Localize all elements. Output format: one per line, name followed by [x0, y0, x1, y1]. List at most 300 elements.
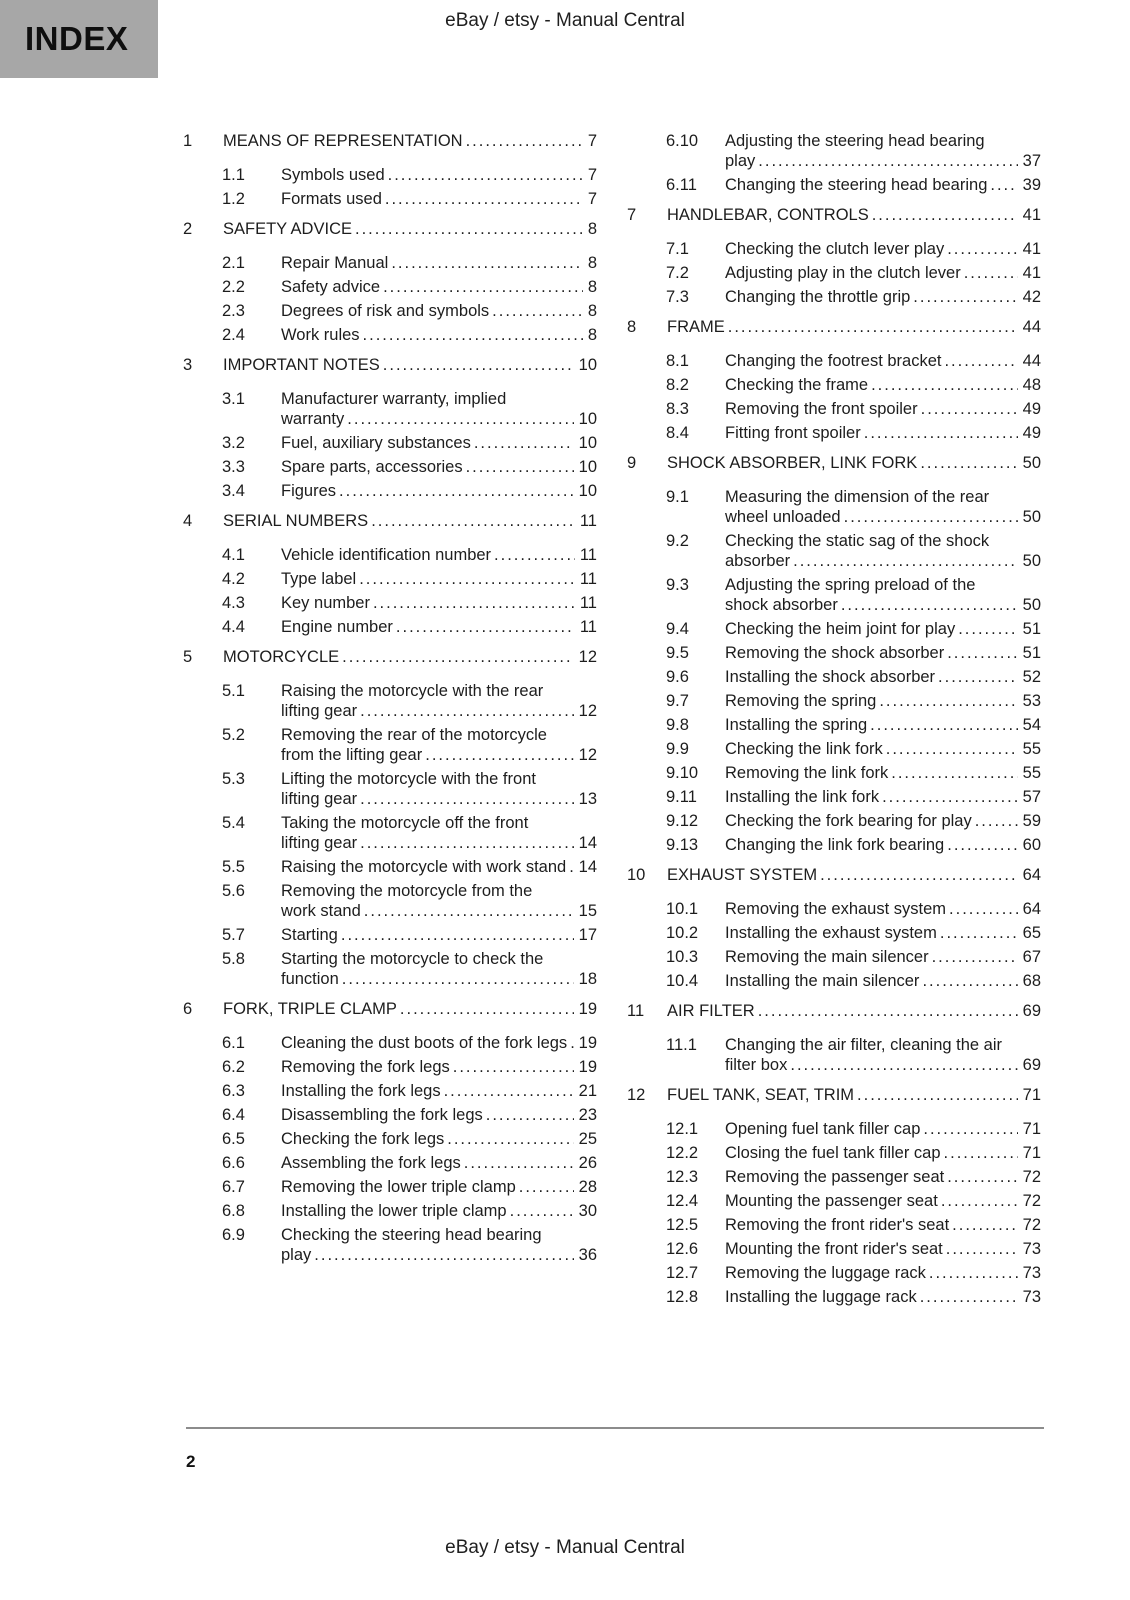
toc-entry: [222, 1081, 597, 1101]
toc-entry: [222, 1057, 597, 1077]
toc-entry-title: Installing the exhaust system: [725, 924, 937, 942]
toc-entry: [222, 925, 597, 945]
toc-entry-page: 37: [1018, 151, 1041, 171]
toc-entry-title: Cleaning the dust boots of the fork legs: [281, 1034, 568, 1052]
toc-entry-title: Fitting front spoiler: [725, 424, 861, 442]
toc-entry-number: 9.6: [666, 668, 689, 686]
toc-entry-number: 10.3: [666, 948, 699, 966]
toc-chapter-number: 1: [183, 132, 193, 150]
toc-chapter: [627, 317, 1041, 337]
toc-entry-body: [281, 925, 597, 945]
toc-entry-title: Spare parts, accessories: [281, 458, 463, 476]
toc-entry-body: [725, 131, 1041, 171]
toc-entry-page: 30: [574, 1201, 597, 1221]
toc-entry-number: 3.4: [222, 482, 245, 500]
toc-chapter-body: [223, 131, 597, 151]
toc-entry-body: [725, 971, 1041, 991]
toc-entry-body: [281, 1201, 597, 1221]
toc-entry: [222, 593, 597, 613]
toc-entry-page: 73: [1018, 1263, 1041, 1283]
toc-entry-body: [281, 1153, 597, 1173]
toc-chapter-page: 64: [1018, 865, 1041, 885]
toc-entry-number: 8.4: [666, 424, 689, 442]
toc-entry-title: Removing the shock absorber: [725, 644, 945, 662]
toc-entry-number: 7.3: [666, 288, 689, 306]
page-number: 2: [186, 1452, 196, 1471]
toc-entry: [222, 1153, 597, 1173]
toc-entry-title: Installing the shock absorber: [725, 668, 936, 686]
footer-divider: [186, 1427, 1044, 1429]
toc-entry-title: Starting the motorcycle to check the function: [281, 950, 544, 988]
toc-entry: [666, 715, 1041, 735]
toc-chapter-title: HANDLEBAR, CONTROLS: [667, 206, 869, 224]
toc-chapter-page: 7: [583, 131, 597, 151]
toc-entry-number: 9.13: [666, 836, 699, 854]
toc-chapter-page: 50: [1018, 453, 1041, 473]
toc-entry-body: [725, 787, 1041, 807]
toc-entry-title: Installing the luggage rack: [725, 1288, 917, 1306]
toc-entry-page: 14: [574, 857, 597, 877]
toc-entry-page: 49: [1018, 399, 1041, 419]
toc-entry-page: 69: [1018, 1055, 1041, 1075]
toc-entry-number: 8.3: [666, 400, 689, 418]
index-label: INDEX: [25, 20, 129, 57]
toc-entry-page: 39: [1018, 175, 1041, 195]
toc-entry-title: Mounting the front rider's seat: [725, 1240, 943, 1258]
toc-entry-number: 6.1: [222, 1034, 245, 1052]
toc-entry: [666, 175, 1041, 195]
toc-entry: [666, 739, 1041, 759]
toc-entry-title: Fuel, auxiliary substances: [281, 434, 471, 452]
toc-chapter-page: 12: [574, 647, 597, 667]
toc-entry: [222, 325, 597, 345]
toc-entry-number: 9.10: [666, 764, 699, 782]
toc-entry-body: [281, 457, 597, 477]
toc-chapter-page: 10: [574, 355, 597, 375]
toc-entry-body: [725, 263, 1041, 283]
toc-chapter-body: [667, 1001, 1041, 1021]
toc-entry-number: 4.1: [222, 546, 245, 564]
toc-entry: [666, 239, 1041, 259]
toc-chapter-number: 6: [183, 1000, 193, 1018]
toc-entry-title: Removing the luggage rack: [725, 1264, 926, 1282]
toc-entry-page: 41: [1018, 239, 1041, 259]
toc-entry: [666, 1143, 1041, 1163]
toc-entry: [666, 1239, 1041, 1259]
toc-entry-title: Changing the link fork bearing: [725, 836, 945, 854]
toc-entry-page: 55: [1018, 763, 1041, 783]
toc-entry: [222, 857, 597, 877]
toc-chapter-title: MOTORCYCLE: [223, 648, 340, 666]
toc-entry: [666, 691, 1041, 711]
toc-chapter-page: 19: [574, 999, 597, 1019]
toc-entry-title: Closing the fuel tank filler cap: [725, 1144, 941, 1162]
toc-entry-title: Changing the footrest bracket: [725, 352, 942, 370]
toc-entry-number: 8.1: [666, 352, 689, 370]
toc-chapter-number: 10: [627, 866, 646, 884]
toc-entry-number: 5.4: [222, 814, 245, 832]
toc-entry-page: 54: [1018, 715, 1041, 735]
toc-entry-page: 11: [575, 593, 597, 613]
toc-entry-title: Removing the front rider's seat: [725, 1216, 950, 1234]
toc-entry-page: 28: [574, 1177, 597, 1197]
toc-entry-number: 4.4: [222, 618, 245, 636]
toc-chapter-number: 8: [627, 318, 637, 336]
toc-entry-title: Removing the front spoiler: [725, 400, 918, 418]
toc-entry-title: Mounting the passenger seat: [725, 1192, 938, 1210]
toc-entry: [222, 1225, 597, 1265]
toc-entry-number: 12.5: [666, 1216, 699, 1234]
toc-entry-body: [281, 433, 597, 453]
toc-entry: [222, 301, 597, 321]
toc-entry-page: 8: [583, 277, 597, 297]
toc-entry-number: 9.5: [666, 644, 689, 662]
toc-entry-number: 7.1: [666, 240, 689, 258]
toc-entry-title: Key number: [281, 594, 370, 612]
toc-entry: [666, 263, 1041, 283]
toc-entry-page: 64: [1018, 899, 1041, 919]
toc-entry-title: Checking the heim joint for play: [725, 620, 956, 638]
toc-entry-number: 11.1: [666, 1036, 697, 1054]
toc-entry-page: 8: [583, 325, 597, 345]
toc-entry: [222, 1033, 597, 1053]
toc-entry: [222, 725, 597, 765]
toc-entry-body: [281, 1225, 597, 1265]
toc-entry-number: 12.8: [666, 1288, 699, 1306]
toc-entry-page: 23: [574, 1105, 597, 1125]
toc-entry-title: Removing the exhaust system: [725, 900, 947, 918]
toc-entry-page: 50: [1018, 507, 1041, 527]
toc-entry-number: 5.3: [222, 770, 245, 788]
toc-entry-number: 10.2: [666, 924, 699, 942]
toc-entry-body: [725, 923, 1041, 943]
toc-entry-number: 6.11: [666, 176, 697, 194]
toc-entry-number: 9.1: [666, 488, 689, 506]
toc-chapter-body: [223, 355, 597, 375]
toc-entry-body: [725, 1143, 1041, 1163]
toc-entry-body: [725, 399, 1041, 419]
toc-entry: [666, 787, 1041, 807]
toc-entry-page: 53: [1018, 691, 1041, 711]
toc-entry-title: Changing the throttle grip: [725, 288, 911, 306]
toc-chapter-body: [223, 219, 597, 239]
toc-chapter-body: [667, 317, 1041, 337]
toc-entry-body: [281, 593, 597, 613]
toc-entry: [222, 165, 597, 185]
toc-entry-number: 5.1: [222, 682, 245, 700]
toc-entry-body: [725, 667, 1041, 687]
toc-entry: [222, 1105, 597, 1125]
toc-entry: [666, 575, 1041, 615]
toc-entry-title: Adjusting play in the clutch lever: [725, 264, 961, 282]
toc-entry-number: 7.2: [666, 264, 689, 282]
toc-entry-number: 9.2: [666, 532, 689, 550]
toc-entry-title: Degrees of risk and symbols: [281, 302, 490, 320]
toc-entry-title: Disassembling the fork legs: [281, 1106, 483, 1124]
toc-entry-number: 9.11: [666, 788, 697, 806]
toc-entry: [222, 769, 597, 809]
toc-entry-page: 51: [1018, 619, 1041, 639]
toc-entry-page: 59: [1018, 811, 1041, 831]
toc-entry-body: [281, 545, 597, 565]
toc-entry: [222, 389, 597, 429]
toc-chapter-number: 12: [627, 1086, 646, 1104]
toc-entry-page: 68: [1018, 971, 1041, 991]
toc-entry-number: 5.8: [222, 950, 245, 968]
toc-entry: [222, 253, 597, 273]
toc-entry-page: 71: [1018, 1119, 1041, 1139]
toc-entry: [222, 481, 597, 501]
toc-entry-page: 18: [574, 969, 597, 989]
toc-entry: [666, 1263, 1041, 1283]
toc-column-left: [183, 131, 597, 1311]
toc-chapter-title: FUEL TANK, SEAT, TRIM: [667, 1086, 855, 1104]
toc-chapter-title: SAFETY ADVICE: [223, 220, 352, 238]
toc-chapter-title: FRAME: [667, 318, 725, 336]
toc-entry-number: 3.2: [222, 434, 245, 452]
toc-entry: [666, 375, 1041, 395]
toc-chapter-title: MEANS OF REPRESENTATION: [223, 132, 463, 150]
toc-entry-body: [725, 691, 1041, 711]
toc-entry-title: Lifting the motorcycle with the front lifting gear: [281, 770, 536, 808]
toc-entry-page: 51: [1018, 643, 1041, 663]
toc-entry-title: Removing the rear of the motorcycle from the lifting gear: [281, 726, 547, 764]
toc-entry: [666, 531, 1041, 571]
toc-entry-page: 49: [1018, 423, 1041, 443]
toc-chapter-page: 71: [1018, 1085, 1041, 1105]
toc-entry-title: Work rules: [281, 326, 360, 344]
toc-entry: [222, 1201, 597, 1221]
toc-entry-body: [725, 715, 1041, 735]
toc-entry-page: 7: [583, 189, 597, 209]
toc-entry-title: Figures: [281, 482, 337, 500]
toc-entry-page: 17: [574, 925, 597, 945]
toc-entry-page: 48: [1018, 375, 1041, 395]
toc-entry-title: Removing the lower triple clamp: [281, 1178, 516, 1196]
toc-entry-title: Installing the spring: [725, 716, 868, 734]
toc-entry: [666, 811, 1041, 831]
toc-entry: [666, 619, 1041, 639]
toc-entry-body: [725, 423, 1041, 443]
toc-entry-title: Removing the link fork: [725, 764, 889, 782]
toc-entry-page: 72: [1018, 1167, 1041, 1187]
toc-entry-number: 6.3: [222, 1082, 245, 1100]
toc-chapter: [627, 1001, 1041, 1021]
toc-entry-number: 9.3: [666, 576, 689, 594]
toc-entry-number: 6.6: [222, 1154, 245, 1172]
toc-entry: [666, 947, 1041, 967]
toc-entry-title: Adjusting the steering head bearing play: [725, 132, 985, 170]
toc-chapter-body: [223, 647, 597, 667]
toc-column-right: [627, 131, 1041, 1311]
toc-entry-number: 5.7: [222, 926, 245, 944]
toc-entry-page: 8: [583, 253, 597, 273]
toc-chapter: [627, 865, 1041, 885]
toc-entry-title: Removing the spring: [725, 692, 877, 710]
toc-entry: [666, 287, 1041, 307]
toc-entry-body: [725, 1035, 1041, 1075]
toc-entry-page: 42: [1018, 287, 1041, 307]
toc-chapter-number: 9: [627, 454, 637, 472]
toc-entry-page: 71: [1018, 1143, 1041, 1163]
toc-entry-page: 12: [574, 701, 597, 721]
toc-entry-body: [281, 1105, 597, 1125]
page-footer-title: eBay / etsy - Manual Central: [445, 1537, 685, 1558]
toc-entry-body: [725, 1167, 1041, 1187]
toc-entry-number: 4.3: [222, 594, 245, 612]
toc-chapter-title: SERIAL NUMBERS: [223, 512, 369, 530]
toc-entry-page: 11: [575, 617, 597, 637]
toc-chapter-title: IMPORTANT NOTES: [223, 356, 380, 374]
toc-entry: [222, 617, 597, 637]
toc-entry-title: Checking the fork legs: [281, 1130, 445, 1148]
toc-entry-number: 9.7: [666, 692, 689, 710]
toc-entry-title: Type label: [281, 570, 357, 588]
toc-entry-page: 13: [574, 789, 597, 809]
toc-entry-title: Installing the fork legs: [281, 1082, 441, 1100]
toc-entry-title: Changing the air filter, cleaning the air filter box: [725, 1036, 1003, 1074]
toc-entry-body: [725, 835, 1041, 855]
toc-chapter: [627, 453, 1041, 473]
toc-entry-page: 36: [574, 1245, 597, 1265]
toc-entry-body: [281, 389, 597, 429]
toc-entry: [666, 1119, 1041, 1139]
toc-entry-body: [281, 189, 597, 209]
toc-chapter-body: [223, 999, 597, 1019]
toc-entry-page: 11: [575, 545, 597, 565]
toc-entry-title: Engine number: [281, 618, 393, 636]
toc-entry-page: 25: [574, 1129, 597, 1149]
toc-entry-number: 12.7: [666, 1264, 699, 1282]
toc-entry-number: 2.1: [222, 254, 245, 272]
toc-chapter-page: 41: [1018, 205, 1041, 225]
toc-entry-body: [281, 301, 597, 321]
toc-entry-number: 12.1: [666, 1120, 699, 1138]
toc-entry-body: [281, 325, 597, 345]
toc-entry-body: [281, 1129, 597, 1149]
toc-entry-page: 7: [583, 165, 597, 185]
toc-entry-title: Raising the motorcycle with the rear lifting gear: [281, 682, 544, 720]
toc-entry-title: Installing the main silencer: [725, 972, 920, 990]
toc-entry-title: Checking the frame: [725, 376, 869, 394]
toc-entry: [666, 131, 1041, 171]
toc-entry: [222, 277, 597, 297]
toc-entry-number: 5.2: [222, 726, 245, 744]
toc-entry-page: 10: [574, 457, 597, 477]
toc-chapter-number: 11: [627, 1002, 645, 1020]
toc-entry-body: [281, 681, 597, 721]
toc-chapter: [183, 355, 597, 375]
toc-entry-title: Repair Manual: [281, 254, 389, 272]
toc-entry-title: Removing the motorcycle from the work stand: [281, 882, 533, 920]
toc-entry-number: 6.4: [222, 1106, 245, 1124]
toc-chapter-title: AIR FILTER: [667, 1002, 755, 1020]
toc-chapter: [183, 131, 597, 151]
toc-chapter-body: [667, 453, 1041, 473]
toc-entry-number: 6.7: [222, 1178, 245, 1196]
toc-entry-body: [281, 769, 597, 809]
toc-entry-page: 19: [574, 1057, 597, 1077]
toc-entry-body: [725, 619, 1041, 639]
toc-entry-title: Checking the link fork: [725, 740, 883, 758]
toc-entry-number: 6.10: [666, 132, 699, 150]
toc-entry-number: 12.3: [666, 1168, 699, 1186]
toc-entry: [222, 1129, 597, 1149]
toc-entry-title: Measuring the dimension of the rear wheel unloaded: [725, 488, 990, 526]
toc-entry-number: 12.2: [666, 1144, 699, 1162]
toc-entry-number: 9.4: [666, 620, 689, 638]
toc-entry-page: 50: [1018, 551, 1041, 571]
toc-entry-title: Checking the clutch lever play: [725, 240, 945, 258]
toc-entry: [666, 667, 1041, 687]
toc-entry-title: Removing the passenger seat: [725, 1168, 945, 1186]
toc-entry: [222, 189, 597, 209]
toc-entry-title: Taking the motorcycle off the front lifting gear: [281, 814, 529, 852]
toc-entry-body: [281, 813, 597, 853]
toc-entry: [222, 681, 597, 721]
toc-entry: [222, 569, 597, 589]
toc-entry-title: Symbols used: [281, 166, 385, 184]
toc-entry-page: 50: [1018, 595, 1041, 615]
toc-entry: [222, 545, 597, 565]
toc-entry-body: [281, 725, 597, 765]
toc-entry-page: 15: [574, 901, 597, 921]
toc-entry-body: [725, 1119, 1041, 1139]
toc-entry-title: Starting: [281, 926, 338, 944]
toc-entry-title: Adjusting the spring preload of the shock absorber: [725, 576, 976, 614]
toc-entry: [666, 1035, 1041, 1075]
toc-entry-page: 67: [1018, 947, 1041, 967]
toc-chapter-body: [223, 511, 597, 531]
toc-chapter-page: 69: [1018, 1001, 1041, 1021]
toc-entry-page: 19: [574, 1033, 597, 1053]
toc-entry-page: 44: [1018, 351, 1041, 371]
toc-entry-page: 73: [1018, 1239, 1041, 1259]
toc-chapter: [627, 1085, 1041, 1105]
toc-entry-title: Installing the link fork: [725, 788, 880, 806]
toc-entry-number: 5.5: [222, 858, 245, 876]
toc-entry-page: 8: [583, 301, 597, 321]
toc-entry-page: 60: [1018, 835, 1041, 855]
toc-entry-number: 6.9: [222, 1226, 245, 1244]
toc-entry-body: [725, 739, 1041, 759]
toc-entry-body: [725, 899, 1041, 919]
toc-entry-body: [281, 253, 597, 273]
toc-entry: [222, 457, 597, 477]
toc-entry: [666, 1287, 1041, 1307]
toc-entry-title: Opening fuel tank filler cap: [725, 1120, 921, 1138]
toc-entry-body: [725, 1239, 1041, 1259]
toc-entry-body: [725, 811, 1041, 831]
toc-entry-body: [725, 239, 1041, 259]
toc-entry-page: 10: [574, 481, 597, 501]
toc-entry-number: 12.4: [666, 1192, 699, 1210]
toc-entry-body: [725, 575, 1041, 615]
toc-entry-number: 3.1: [222, 390, 245, 408]
toc-entry-title: Manufacturer warranty, implied warranty: [281, 390, 507, 428]
toc-entry-body: [725, 287, 1041, 307]
toc-entry-number: 10.4: [666, 972, 699, 990]
toc-chapter-page: 44: [1018, 317, 1041, 337]
toc-chapter-number: 5: [183, 648, 193, 666]
toc-entry-title: Vehicle identification number: [281, 546, 492, 564]
toc-entry-number: 6.8: [222, 1202, 245, 1220]
toc-entry-number: 9.9: [666, 740, 689, 758]
toc-entry-number: 5.6: [222, 882, 245, 900]
toc-entry-number: 6.5: [222, 1130, 245, 1148]
toc-entry-body: [725, 643, 1041, 663]
toc-entry: [666, 643, 1041, 663]
